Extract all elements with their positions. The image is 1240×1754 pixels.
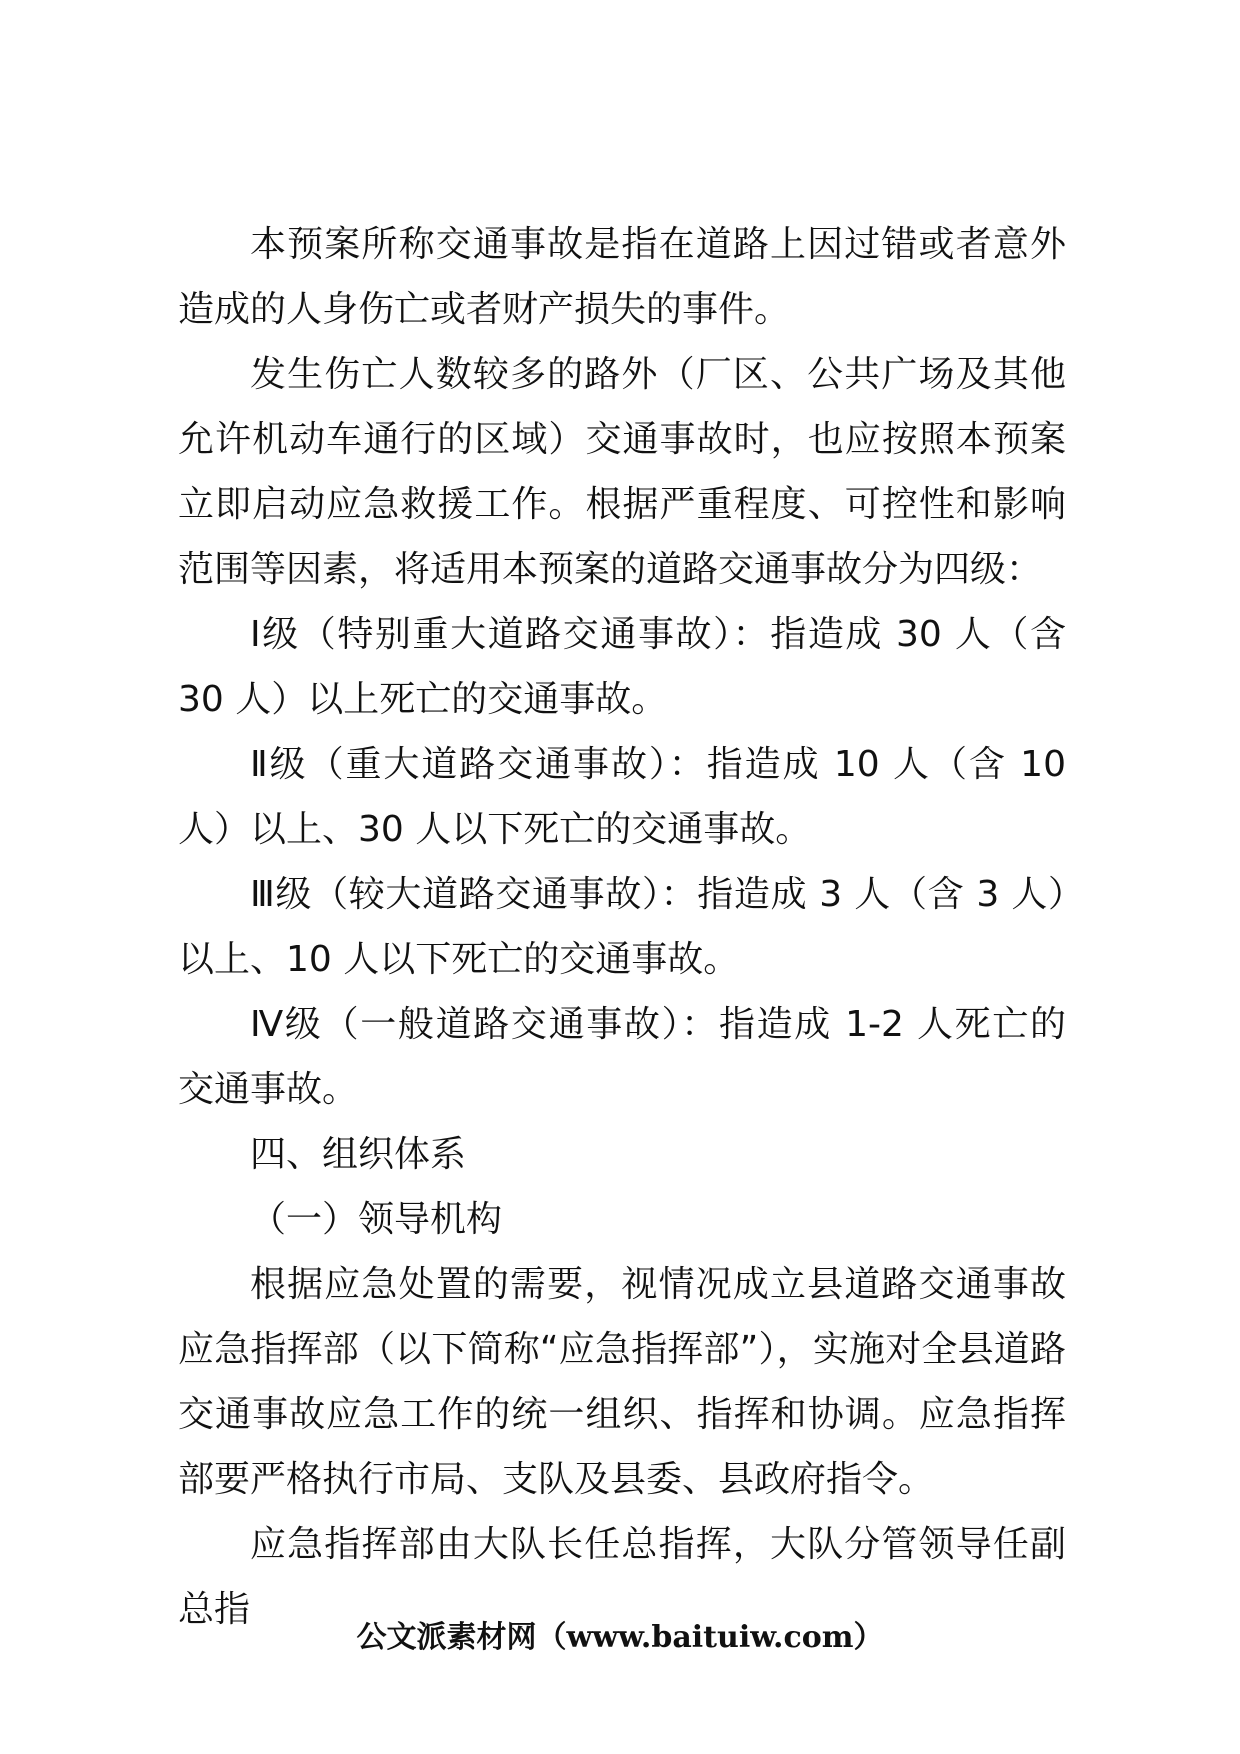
document-body: [178, 212, 1066, 1642]
paragraph-level-2: Ⅱ级（重大道路交通事故）：指造成 10 人（含 10 人）以上、30 人以下死亡的交通事故。: [178, 744, 1066, 850]
subsection-heading-leadership: （一）领导机构: [250, 1199, 503, 1240]
paragraph-command-establishment: 根据应急处置的需要，视情况成立县道路交通事故应急指挥部（以下简称“应急指挥部”），实施对全县道路交通事故应急工作的统一组织、指挥和协调。应急指挥部要严格执行市局、支队及县委、县政府指令。: [178, 1264, 1066, 1500]
paragraph-level-3: Ⅲ级（较大道路交通事故）：指造成 3 人（含 3 人）以上、10 人以下死亡的交通事故。: [178, 874, 1066, 980]
paragraph-accident-definition: 本预案所称交通事故是指在道路上因过错或者意外造成的人身伤亡或者财产损失的事件。: [178, 224, 1066, 330]
paragraph-command-composition: 应急指挥部由大队长任总指挥，大队分管领导任副总指: [178, 1524, 1066, 1630]
paragraph-level-4: Ⅳ级（一般道路交通事故）：指造成 1-2 人死亡的交通事故。: [178, 1004, 1066, 1110]
section-heading-organization: 四、组织体系: [250, 1134, 467, 1175]
footer-watermark: 公文派素材网（www.baituiw.com）: [356, 1620, 884, 1655]
paragraph-level-1: Ⅰ级（特别重大道路交通事故）：指造成 30 人（含 30 人）以上死亡的交通事故。: [178, 614, 1066, 720]
paragraph-offroad-accidents: 发生伤亡人数较多的路外（厂区、公共广场及其他允许机动车通行的区域）交通事故时，也应按照本预案立即启动应急救援工作。根据严重程度、可控性和影响范围等因素，将适用本预案的道路交通事故分为四级：: [178, 354, 1066, 590]
